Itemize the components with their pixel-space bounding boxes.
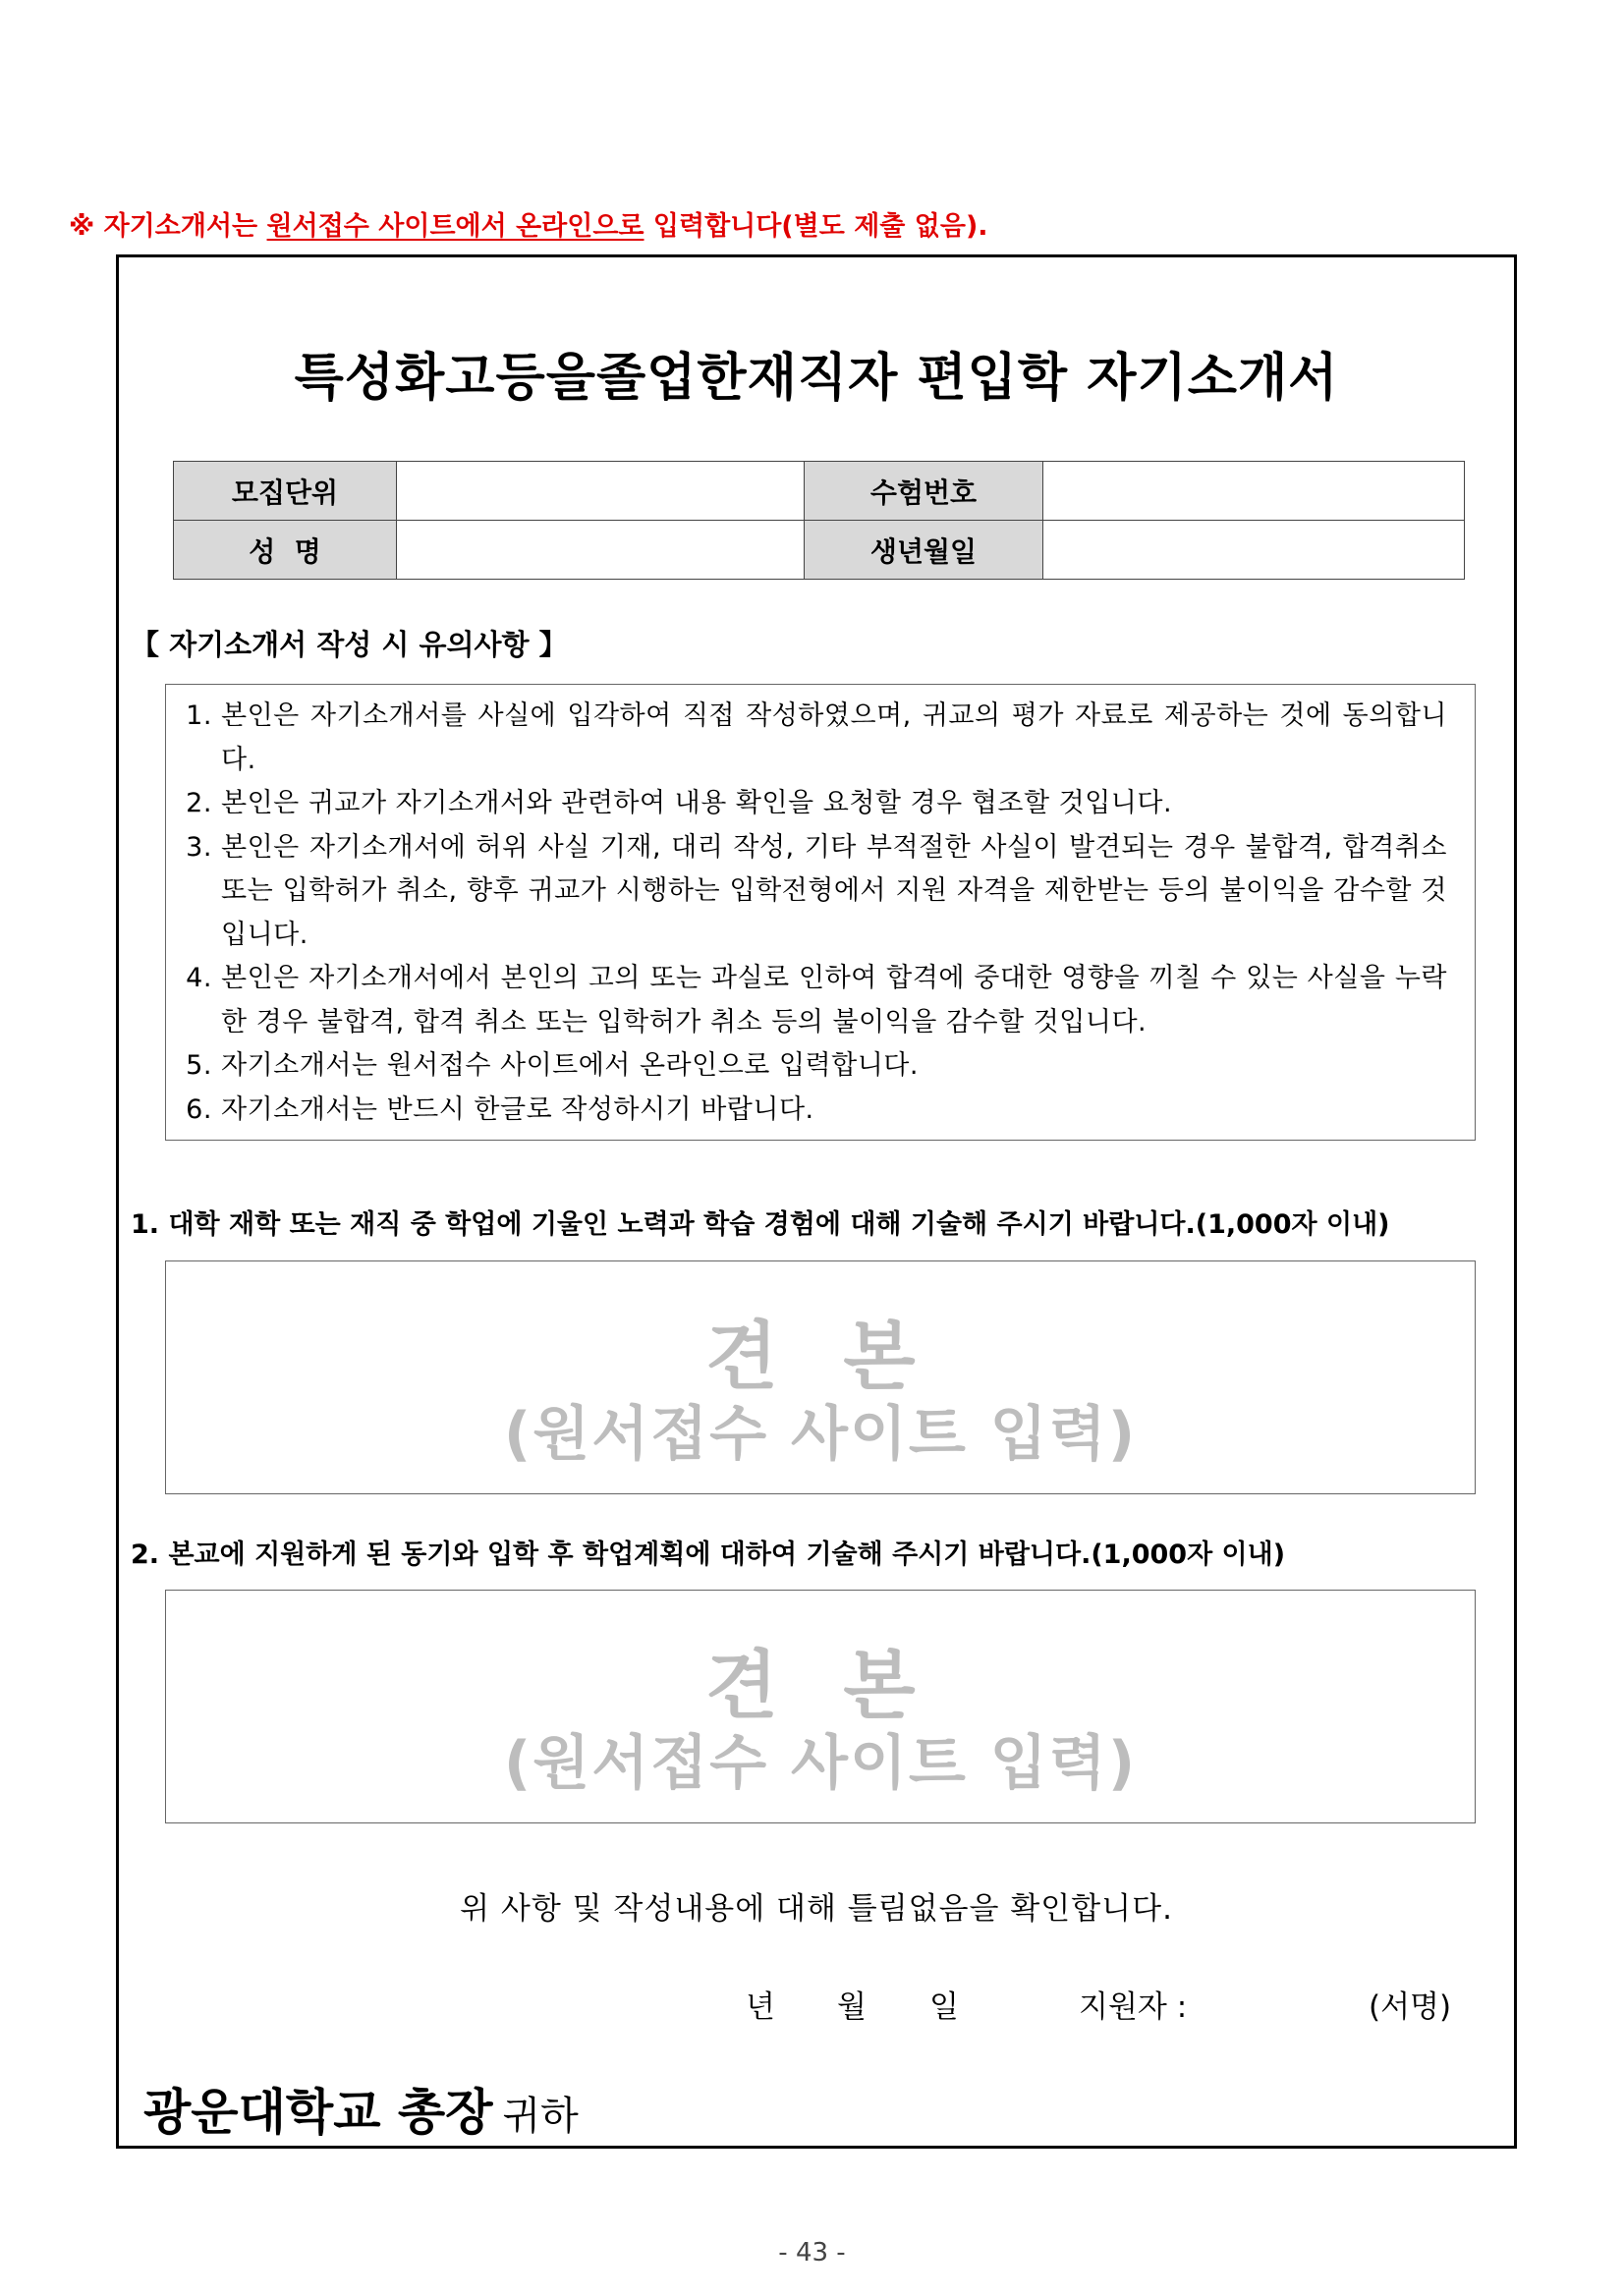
form-title: 특성화고등을졸업한재직자 편입학 자기소개서 [294, 349, 1339, 408]
birth-date-label: 생년월일 [805, 521, 1043, 580]
caution-heading: 【 자기소개서 작성 시 유의사항 】 [131, 628, 568, 661]
notice-rest-text: 입력합니다(별도 제출 없음). [644, 211, 988, 242]
recruit-unit-label: 모집단위 [174, 462, 397, 521]
honorific: 귀하 [502, 2094, 579, 2139]
notice-mark: ※ 자기소개서는 [69, 211, 267, 242]
sample-watermark: 견 본 [705, 1642, 935, 1729]
recipient-line [143, 2073, 579, 2144]
question-2: 2. 본교에 지원하게 된 동기와 입학 후 학업계획에 대하여 기술해 주시기 바랍니다.(1,000자 이내) [131, 1540, 1286, 1570]
name-label: 성 명 [174, 521, 397, 580]
online-entry-watermark: (원서접수 사이트 입력) [503, 1729, 1138, 1798]
caution-item: 4. 본인은 자기소개서에서 본인의 고의 또는 과실로 인하여 합격에 중대한 영향을 끼칠 수 있는 사실을 누락한 경우 불합격, 합격 취소 또는 입학허가 취소 등의 불이익을 감수할 것입니다. [221, 957, 1447, 1044]
caution-item: 6. 자기소개서는 반드시 한글로 작성하시기 바랍니다. [221, 1089, 1447, 1133]
birth-date-field[interactable] [1043, 521, 1465, 580]
name-field[interactable] [397, 521, 805, 580]
applicant-info-table [173, 461, 1465, 580]
question-1: 1. 대학 재학 또는 재직 중 학업에 기울인 노력과 학습 경험에 대해 기술해 주시기 바랍니다.(1,000자 이내) [131, 1209, 1390, 1240]
page-number: - 43 - [778, 2238, 846, 2268]
sample-watermark: 견 본 [705, 1313, 935, 1400]
answer-box-1[interactable] [165, 1260, 1476, 1494]
date-year: 년 [746, 1989, 775, 2025]
caution-item: 5. 자기소개서는 원서접수 사이트에서 온라인으로 입력합니다. [221, 1044, 1447, 1089]
caution-box [165, 684, 1476, 1141]
online-submission-notice [69, 204, 988, 243]
recipient: 광운대학교 총장 [143, 2084, 493, 2141]
caution-item: 1. 본인은 자기소개서를 사실에 입각하여 직접 작성하였으며, 귀교의 평가 자료로 제공하는 것에 동의합니다. [221, 695, 1447, 782]
answer-box-2[interactable] [165, 1590, 1476, 1823]
caution-item: 2. 본인은 귀교가 자기소개서와 관련하여 내용 확인을 요청할 경우 협조할 것입니다. [221, 782, 1447, 826]
date-day: 일 [929, 1989, 959, 2025]
date-month: 월 [837, 1989, 867, 2025]
exam-number-label: 수험번호 [805, 462, 1043, 521]
caution-list [186, 695, 1447, 1132]
exam-number-field[interactable] [1043, 462, 1465, 521]
online-entry-watermark: (원서접수 사이트 입력) [503, 1400, 1138, 1469]
applicant-label: 지원자 : [1079, 1989, 1188, 2025]
caution-item: 3. 본인은 자기소개서에 허위 사실 기재, 대리 작성, 기타 부적절한 사실이 발견되는 경우 불합격, 합격취소 또는 입학허가 취소, 향후 귀교가 시행하는 입학전형에서 지원 자격을 제한받는 등의 불이익을 감수할 것입니다. [221, 826, 1447, 958]
self-introduction-form [116, 254, 1517, 2149]
signature-label: (서명) [1369, 1989, 1452, 2025]
notice-underlined-text: 원서접수 사이트에서 온라인으로 [266, 211, 644, 242]
recruit-unit-field[interactable] [397, 462, 805, 521]
confirmation-statement: 위 사항 및 작성내용에 대해 틀림없음을 확인합니다. [460, 1891, 1173, 1927]
